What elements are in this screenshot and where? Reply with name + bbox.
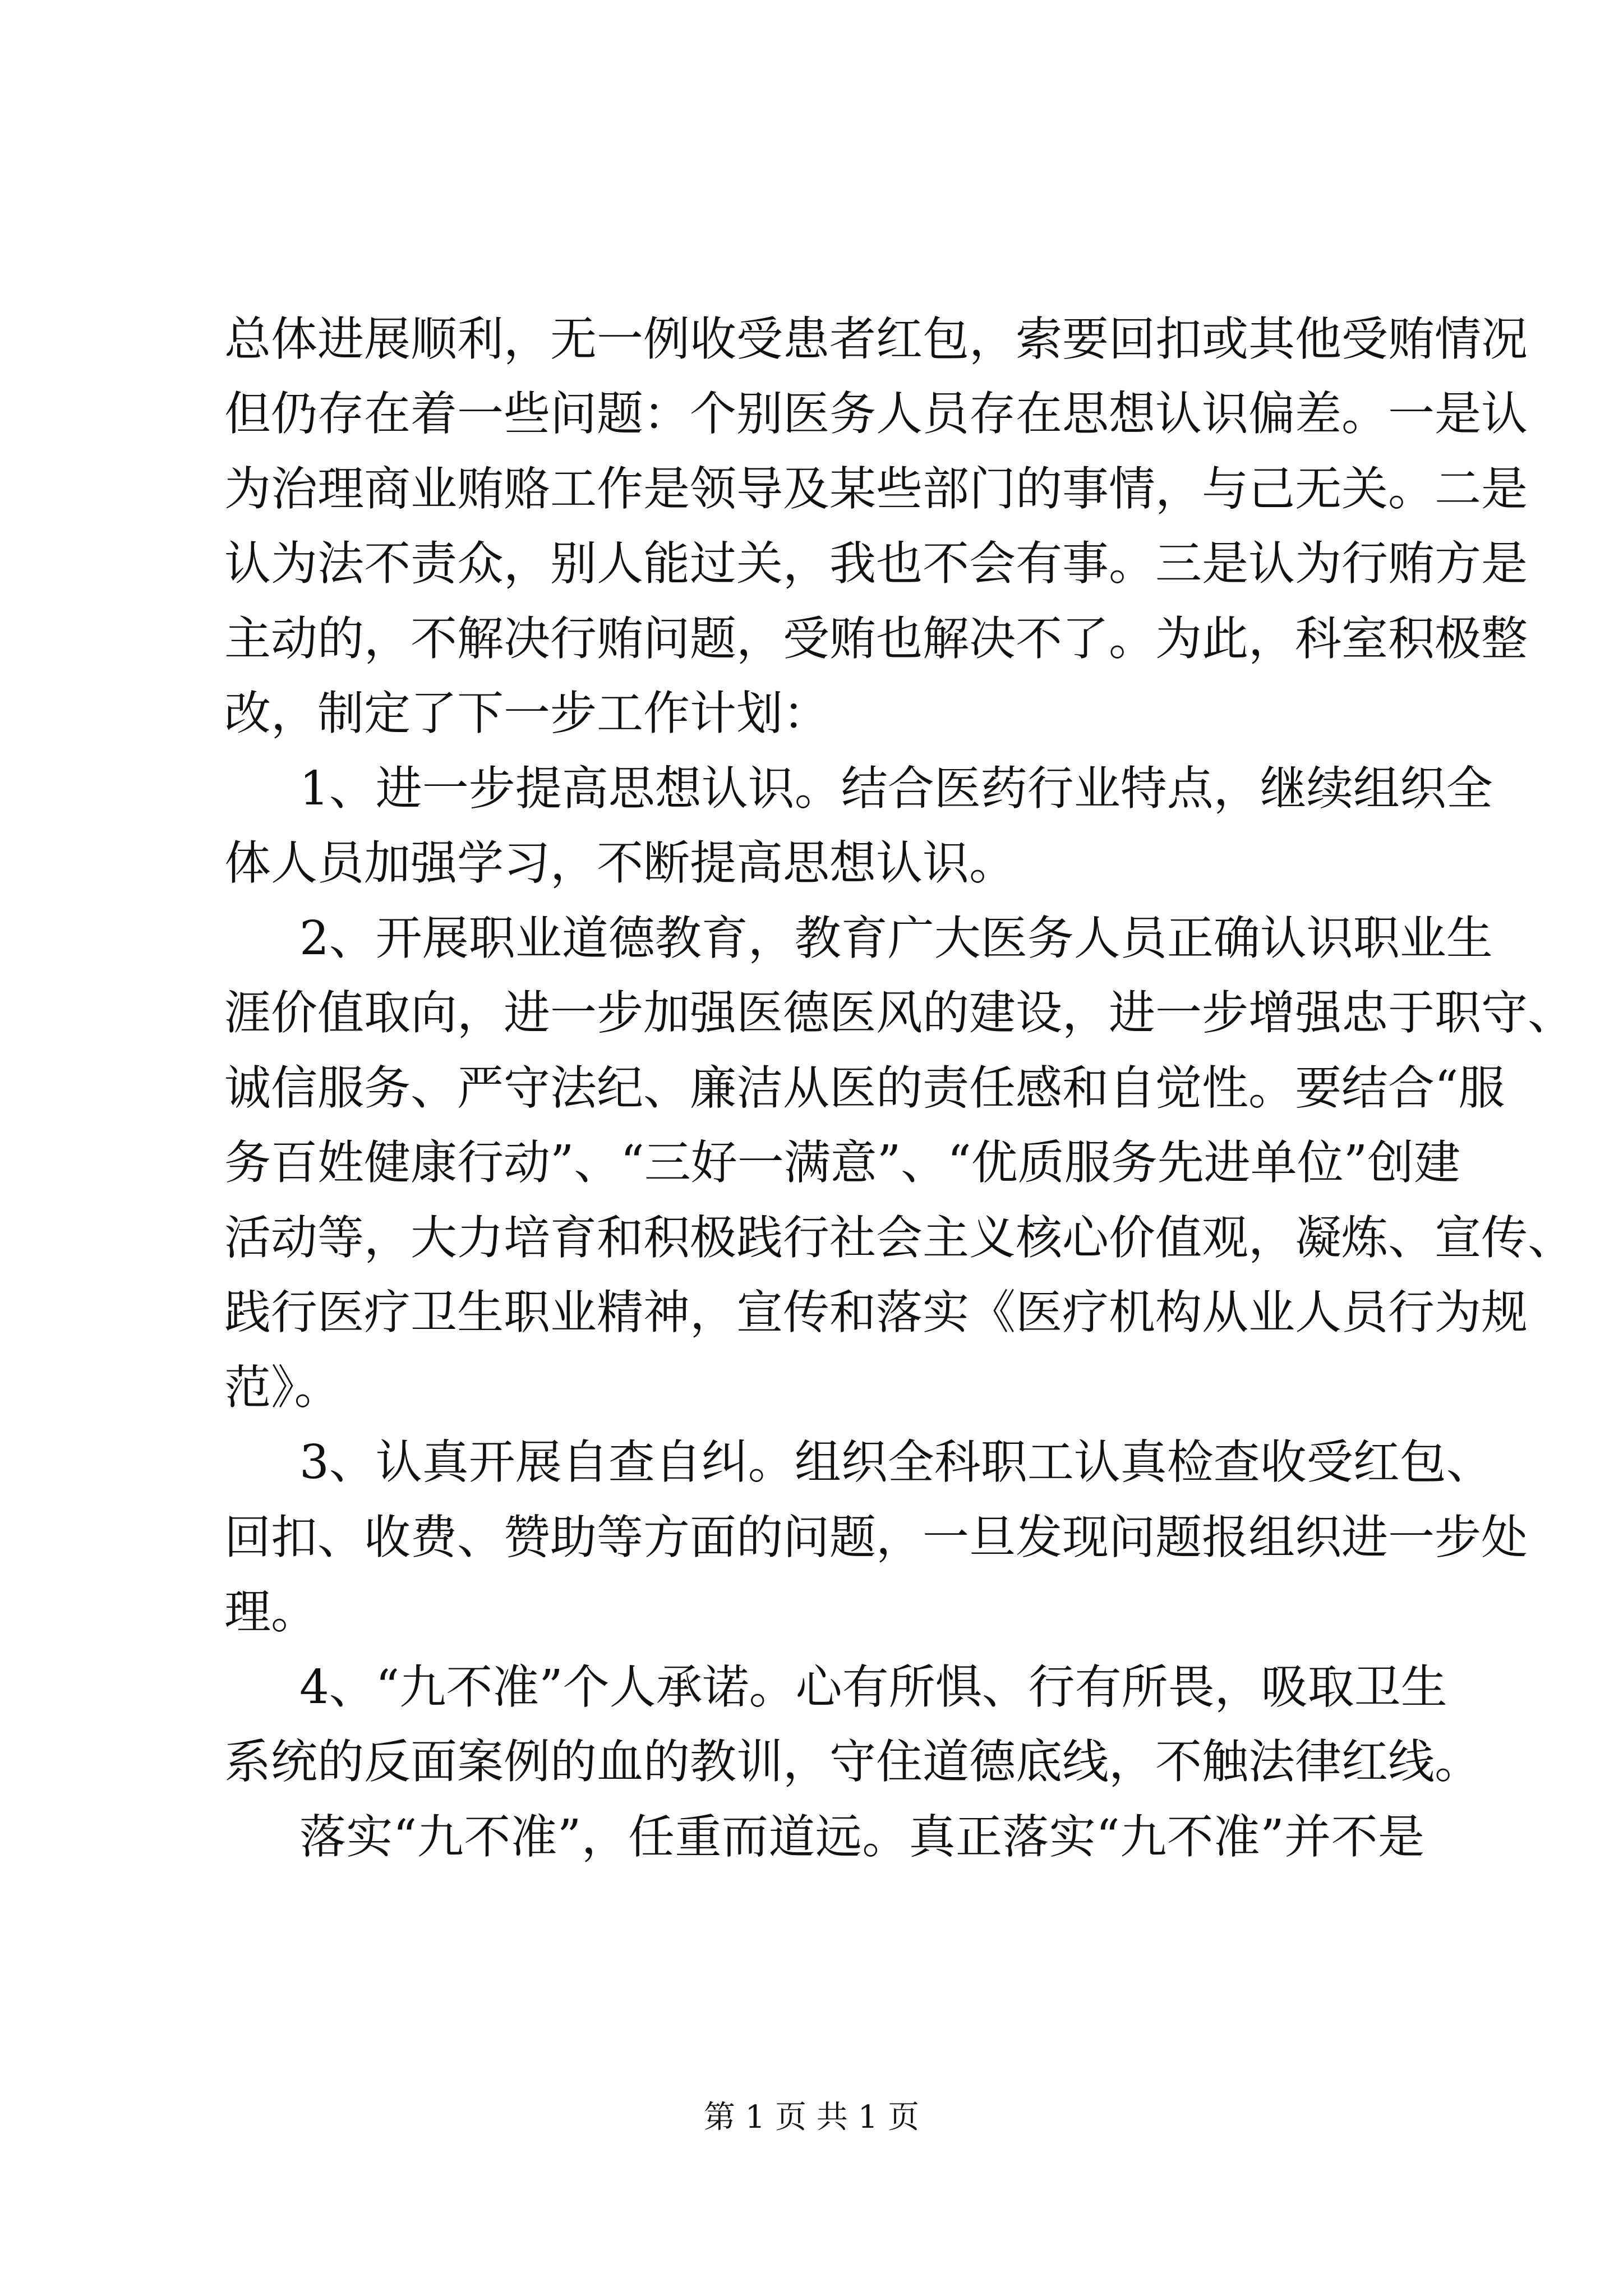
list-item-3-line: 理。 [224, 1585, 317, 1639]
list-item-1-line: 体人员加强学习，不断提高思想认识。 [224, 836, 1016, 890]
list-item-4-line: 4、“九不准”个人承诺。心有所惧、行有所畏，吸取卫生 [299, 1660, 1447, 1714]
list-item-4-line: 系统的反面案例的血的教训，守住道德底线，不触法律红线。 [224, 1734, 1481, 1789]
page-number-footer: 第 1 页 共 1 页 [703, 2099, 920, 2136]
paragraph-line: 认为法不责众，别人能过关，我也不会有事。三是认为行贿方是 [224, 536, 1528, 591]
list-item-2-line: 诚信服务、严守法纪、廉洁从医的责任感和自觉性。要结合“服 [224, 1061, 1505, 1115]
list-item-2-line: 2、开展职业道德教育，教育广大医务人员正确认识职业生 [299, 911, 1493, 965]
list-item-2-line: 范》。 [224, 1360, 341, 1415]
paragraph-line: 改，制定了下一步工作计划： [224, 686, 829, 740]
list-item-3-line: 3、认真开展自查自纠。组织全科职工认真检查收受红包、 [299, 1435, 1493, 1489]
list-item-3-line: 回扣、收费、赞助等方面的问题，一旦发现问题报组织进一步处 [224, 1510, 1528, 1565]
list-item-1-line: 1、进一步提高思想认识。结合医药行业特点，继续组织全 [299, 761, 1493, 816]
list-item-2-line: 涯价值取向，进一步加强医德医风的建设，进一步增强忠于职守、 [224, 986, 1574, 1040]
list-item-2-line: 活动等，大力培育和积极践行社会主义核心价值观，凝炼、宣传、 [224, 1211, 1574, 1265]
paragraph-line: 总体进展顺利，无一例收受患者红包，索要回扣或其他受贿情况 [224, 312, 1528, 366]
list-item-2-line: 务百姓健康行动”、“三好一满意”、“优质服务先进单位”创建 [224, 1135, 1461, 1190]
paragraph-line: 为治理商业贿赂工作是领导及某些部门的事情，与己无关。二是 [224, 462, 1528, 516]
paragraph-line: 落实“九不准”，任重而道远。真正落实“九不准”并不是 [299, 1810, 1424, 1864]
list-item-2-line: 践行医疗卫生职业精神，宣传和落实《医疗机构从业人员行为规 [224, 1285, 1528, 1340]
paragraph-line: 但仍存在着一些问题：个别医务人员存在思想认识偏差。一是认 [224, 386, 1528, 441]
paragraph-line: 主动的，不解决行贿问题，受贿也解决不了。为此，科室积极整 [224, 611, 1528, 666]
